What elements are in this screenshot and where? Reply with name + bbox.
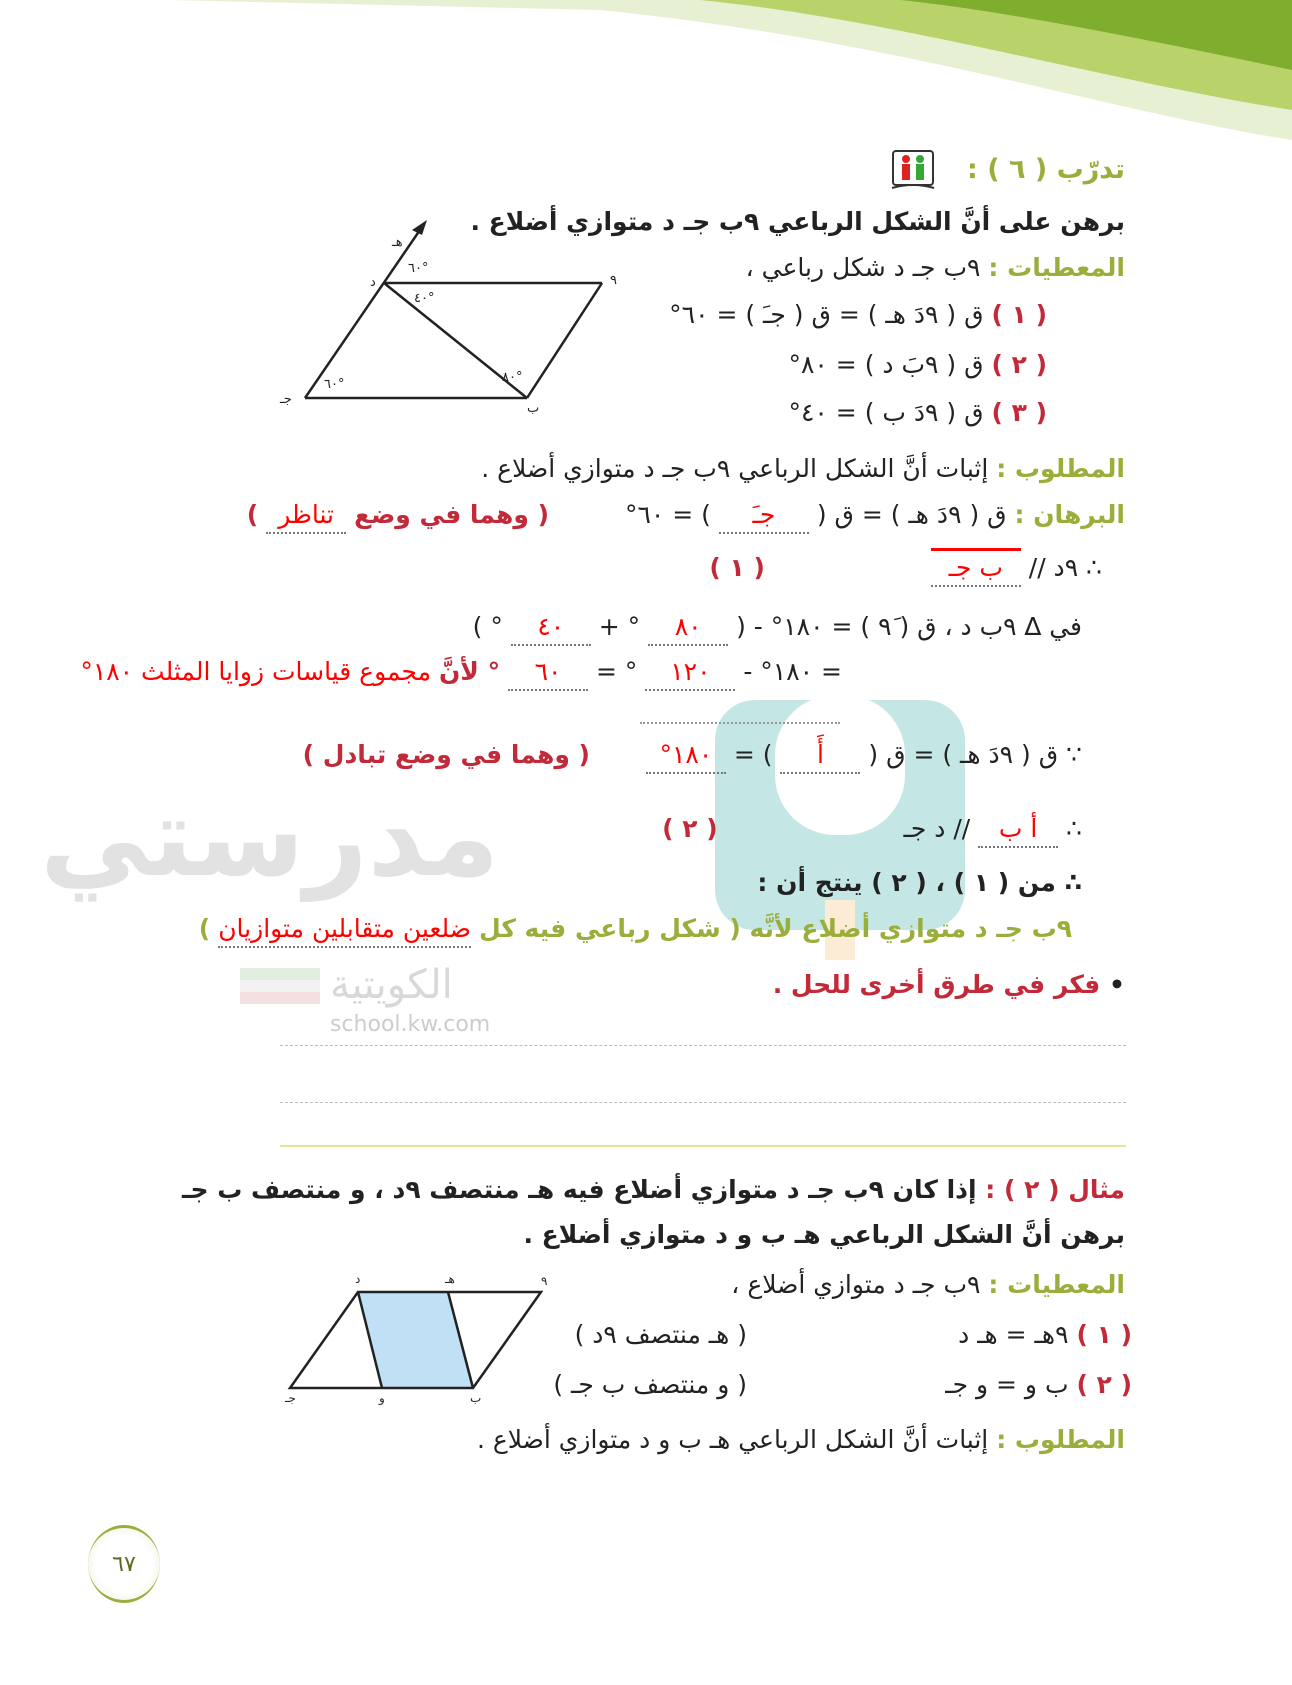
example-givens-text: ٩ب جـ د متوازي أضلاع ،	[731, 1270, 981, 1299]
exercise-title-text: تدرّب ( ٦ ) :	[967, 154, 1125, 185]
proof-1-reason-text: ( وهما في وضع	[354, 500, 550, 529]
proof-2-text: ∴ ٩د //	[1028, 553, 1102, 582]
label-c: جـ	[280, 392, 292, 407]
given-3-num: ( ٣ )	[991, 398, 1047, 427]
answer-corresponding[interactable]: تناظر	[266, 498, 346, 534]
proof-3-end: ° )	[472, 612, 503, 641]
answer-40[interactable]: ٤٠	[511, 610, 591, 646]
answer-angle-c[interactable]: جـَ	[719, 498, 809, 534]
exercise-givens	[746, 251, 1125, 285]
given-1	[669, 298, 1047, 332]
section-divider	[280, 1145, 1126, 1147]
example-given-1	[958, 1318, 1132, 1352]
proof-line-6	[662, 812, 1082, 848]
example-statement-2: برهن أنَّ الشكل الرباعي هـ ب و د متوازي أضلاع .	[523, 1220, 1125, 1249]
watermark-brand: مدرستي	[40, 773, 500, 901]
required-text: إثبات أنَّ الشكل الرباعي ٩ب جـ د متوازي أضلاع .	[481, 454, 989, 483]
ex-label-a: ٩	[541, 1274, 548, 1288]
ex-label-c: جـ	[285, 1391, 296, 1405]
example-given-1-text: ٩هـ = هـ د	[958, 1320, 1069, 1349]
answer-180[interactable]: ١٨٠°	[646, 738, 726, 774]
given-1-num: ( ١ )	[991, 300, 1047, 329]
answer-120[interactable]: ١٢٠	[645, 655, 735, 691]
exercise-required	[481, 452, 1125, 486]
think-text: فكر في طرق أخرى للحل .	[772, 970, 1101, 999]
proof-line-5	[303, 738, 1082, 774]
proof-5-eq: ) =	[733, 740, 773, 769]
label-e: هـ	[392, 235, 403, 250]
header-swoosh	[0, 0, 1292, 150]
conclusion-end: )	[198, 914, 211, 943]
proof-4-eq: ° =	[596, 657, 638, 686]
proof-5-text: ∵ ق ( ٩دَ هـ ) = ق (	[868, 740, 1082, 769]
bullet-icon: •	[1109, 970, 1125, 999]
example-required-text: إثبات أنَّ الشكل الرباعي هـ ب و د متوازي أضلاع .	[476, 1425, 989, 1454]
watermark-flag	[240, 968, 320, 1004]
example-required-label: المطلوب :	[996, 1425, 1125, 1454]
label-a: ٩	[610, 273, 617, 288]
example-statement-1-text: إذا كان ٩ب جـ د متوازي أضلاع فيه هـ منتصف ٩د ، و منتصف ب جـ	[181, 1175, 977, 1204]
answer-segment-ab[interactable]: أ ب	[978, 812, 1058, 848]
given-3	[789, 396, 1048, 430]
given-1-text: ق ( ٩دَ هـ ) = ق ( جـَ ) = ٦٠°	[669, 300, 984, 329]
exercise-statement: برهن على أنَّ الشكل الرباعي ٩ب جـ د متوازي أضلاع .	[470, 207, 1125, 236]
example-givens	[731, 1268, 1125, 1302]
ex-label-e: هـ	[445, 1272, 455, 1286]
watermark-url: school.kw.com	[330, 1012, 491, 1037]
given-2-num: ( ٢ )	[991, 350, 1047, 379]
example-given-2-num: ( ٢ )	[1076, 1370, 1132, 1399]
ex-label-d: د	[355, 1272, 361, 1286]
proof-label: البرهان :	[1014, 500, 1125, 529]
proof-3-plus: ° +	[598, 612, 641, 641]
ex-label-b: ب	[470, 1391, 482, 1405]
example-given-2-reason: ( و منتصف ب جـ )	[553, 1370, 747, 1399]
proof-2-num: ( ١ )	[709, 553, 765, 582]
example-given-2-text: ب و = و جـ	[945, 1370, 1069, 1399]
answer-triangle-sum[interactable]: مجموع قياسات زوايا المثلث ١٨٠°	[80, 657, 431, 686]
answer-conclusion[interactable]: ضلعين متقابلين متوازيان	[218, 912, 471, 948]
angle-b: ٨٠°	[502, 370, 523, 385]
ex-label-w: و	[379, 1391, 385, 1405]
proof-1-end: ) = ٦٠°	[624, 500, 711, 529]
answer-80[interactable]: ٨٠	[648, 610, 728, 646]
answer-angle-a[interactable]: أَ	[780, 738, 860, 774]
page-number: ٦٧	[112, 1551, 136, 1577]
proof-6-text: ∴	[1066, 814, 1082, 843]
proof-3-text: في ∆ ٩ب د ، ق ( ٩َ ) = ١٨٠° - (	[736, 612, 1082, 641]
angle-e: ٦٠°	[408, 261, 429, 276]
proof-conclusion	[199, 912, 1072, 948]
answer-60[interactable]: ٦٠	[508, 655, 588, 691]
proof-6-end: // د جـ	[903, 814, 971, 843]
proof-1-text: ق ( ٩دَ هـ ) = ق (	[816, 500, 1007, 529]
answer-line-1[interactable]	[280, 1045, 1126, 1046]
angle-adb: ٤٠°	[414, 291, 435, 306]
label-b: ب	[527, 401, 540, 416]
proof-line-1	[247, 498, 1125, 534]
example-givens-label: المعطيات :	[988, 1270, 1125, 1299]
example-required	[477, 1423, 1125, 1457]
example-given-2	[945, 1368, 1132, 1402]
proof-line-7: ∴ من ( ١ ) ، ( ٢ ) ينتج أن :	[757, 868, 1082, 897]
proof-line-3	[473, 610, 1082, 646]
proof-line-4	[80, 655, 842, 691]
proof-4-text: = ١٨٠° -	[743, 657, 842, 686]
pair-work-icon	[890, 148, 936, 194]
example-title: مثال ( ٢ ) :	[985, 1175, 1125, 1204]
proof-5-reason: ( وهما في وضع تبادل )	[302, 740, 590, 769]
think-note	[773, 968, 1125, 1002]
label-d: د	[370, 275, 376, 290]
watermark-sub: الكويتية	[330, 962, 453, 1008]
given-3-text: ق ( ٩دَ ب ) = ٤٠°	[788, 398, 984, 427]
example-statement-1	[182, 1173, 1125, 1207]
answer-blank-line[interactable]	[640, 722, 840, 724]
example-given-1-num: ( ١ )	[1076, 1320, 1132, 1349]
answer-line-2[interactable]	[280, 1102, 1126, 1103]
proof-1-reason-end: )	[246, 500, 259, 529]
proof-4-because: ° لأنَّ	[438, 657, 501, 686]
figure-1-labels	[262, 205, 622, 425]
proof-line-2	[709, 548, 1102, 587]
proof-1-reason	[247, 500, 549, 529]
angle-c: ٦٠°	[324, 377, 345, 392]
answer-segment-bc[interactable]: ب جـ	[931, 548, 1021, 587]
given-2-text: ق ( ٩بَ د ) = ٨٠°	[788, 350, 984, 379]
proof-6-num: ( ٢ )	[662, 814, 718, 843]
givens-text: ٩ب جـ د شكل رباعي ،	[745, 253, 981, 282]
givens-label: المعطيات :	[988, 253, 1125, 282]
exercise-title	[967, 153, 1125, 187]
example-given-1-reason: ( هـ منتصف ٩د )	[574, 1320, 747, 1349]
conclusion-text: ٩ب جـ د متوازي أضلاع لأنَّه ( شكل رباعي فيه كل	[479, 914, 1072, 943]
figure-2-labels	[285, 1272, 548, 1420]
required-label: المطلوب :	[996, 454, 1125, 483]
page-number-badge	[88, 1525, 160, 1603]
given-2	[789, 348, 1048, 382]
